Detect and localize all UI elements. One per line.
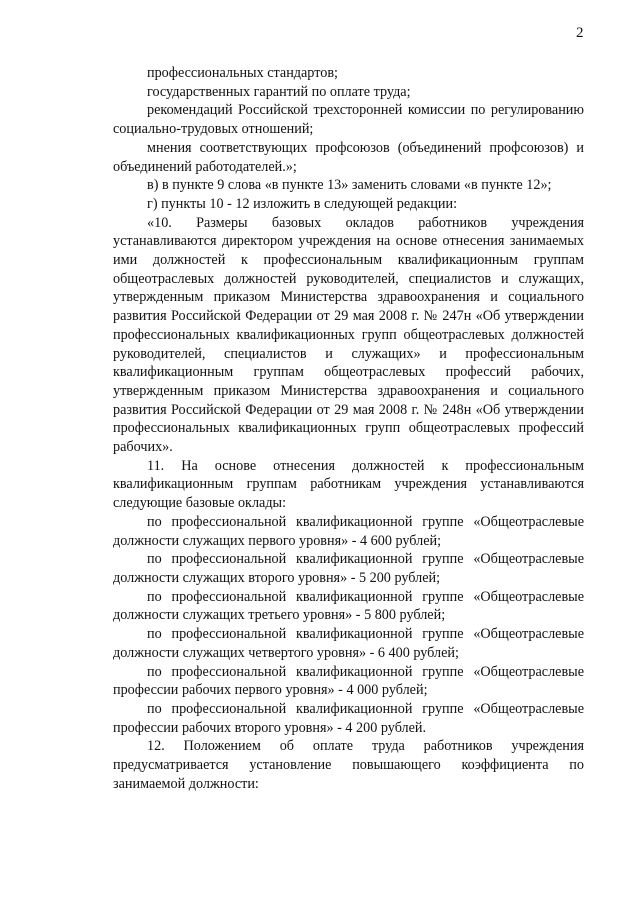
paragraph-salary-5: по профессиональной квалификационной группе «Общеотраслевые профессии рабочих первого уровня» - 4 000 рублей;: [113, 663, 584, 699]
paragraph-clause-11: 11. На основе отнесения должностей к профессиональным квалификационным группам работникам учреждения устанавливаются следующие базовые оклады:: [113, 457, 584, 512]
paragraph-clause-12: 12. Положением об оплате труда работников учреждения предусматривается установление повышающего коэффициента по занимаемой должности:: [113, 738, 584, 792]
paragraph-salary-3: по профессиональной квалификационной группе «Общеотраслевые должности служащих третьего уровня» - 5 800 рублей;: [113, 588, 584, 624]
page-number: 2: [576, 25, 584, 41]
paragraph-item-v: в) в пункте 9 слова «в пункте 13» заменить словами «в пункте 12»;: [147, 177, 552, 194]
paragraph-clause-10: «10. Размеры базовых окладов работников учреждения устанавливаются директором учреждения на основе отнесения занимаемых ими должностей к профессиональным квалификационным группам общеотраслевых должностей руководителей, специалистов и служащих, утвержденным приказом Министерства здравоохранения и социального развития Российской Федерации от 29 мая 2008 г. № 247н «Об утверждении профессиональных квалификационных групп общеотраслевых должностей руководителей, специалистов и служащих» и профессиональным квалификационным группам общеотраслевых профессий рабочих, утвержденным приказом Министерства здравоохранения и социального развития Российской Федерации от 29 мая 2008 г. № 248н «Об утверждении профессиональных квалификационных групп общеотраслевых профессий рабочих».: [113, 214, 584, 456]
paragraph-commission: рекомендаций Российской трехсторонней комиссии по регулированию социально-трудовых отношений;: [113, 102, 584, 138]
paragraph-item-g: г) пункты 10 - 12 изложить в следующей редакции:: [147, 195, 458, 212]
paragraph-guarantees: государственных гарантий по оплате труда;: [147, 83, 411, 100]
document-body: [113, 64, 584, 793]
paragraph-salary-4: по профессиональной квалификационной группе «Общеотраслевые должности служащих четвертого уровня» - 6 400 рублей;: [113, 626, 584, 661]
paragraph-salary-6: по профессиональной квалификационной группе «Общеотраслевые профессии рабочих второго уровня» - 4 200 рублей.: [113, 700, 584, 736]
paragraph-unions: мнения соответствующих профсоюзов (объединений профсоюзов) и объединений работодателей.»;: [113, 139, 584, 175]
paragraph-salary-2: по профессиональной квалификационной группе «Общеотраслевые должности служащих второго уровня» - 5 200 рублей;: [113, 551, 584, 586]
paragraph-standards: профессиональных стандартов;: [147, 65, 338, 81]
paragraph-salary-1: по профессиональной квалификационной группе «Общеотраслевые должности служащих первого уровня» - 4 600 рублей;: [113, 513, 584, 549]
